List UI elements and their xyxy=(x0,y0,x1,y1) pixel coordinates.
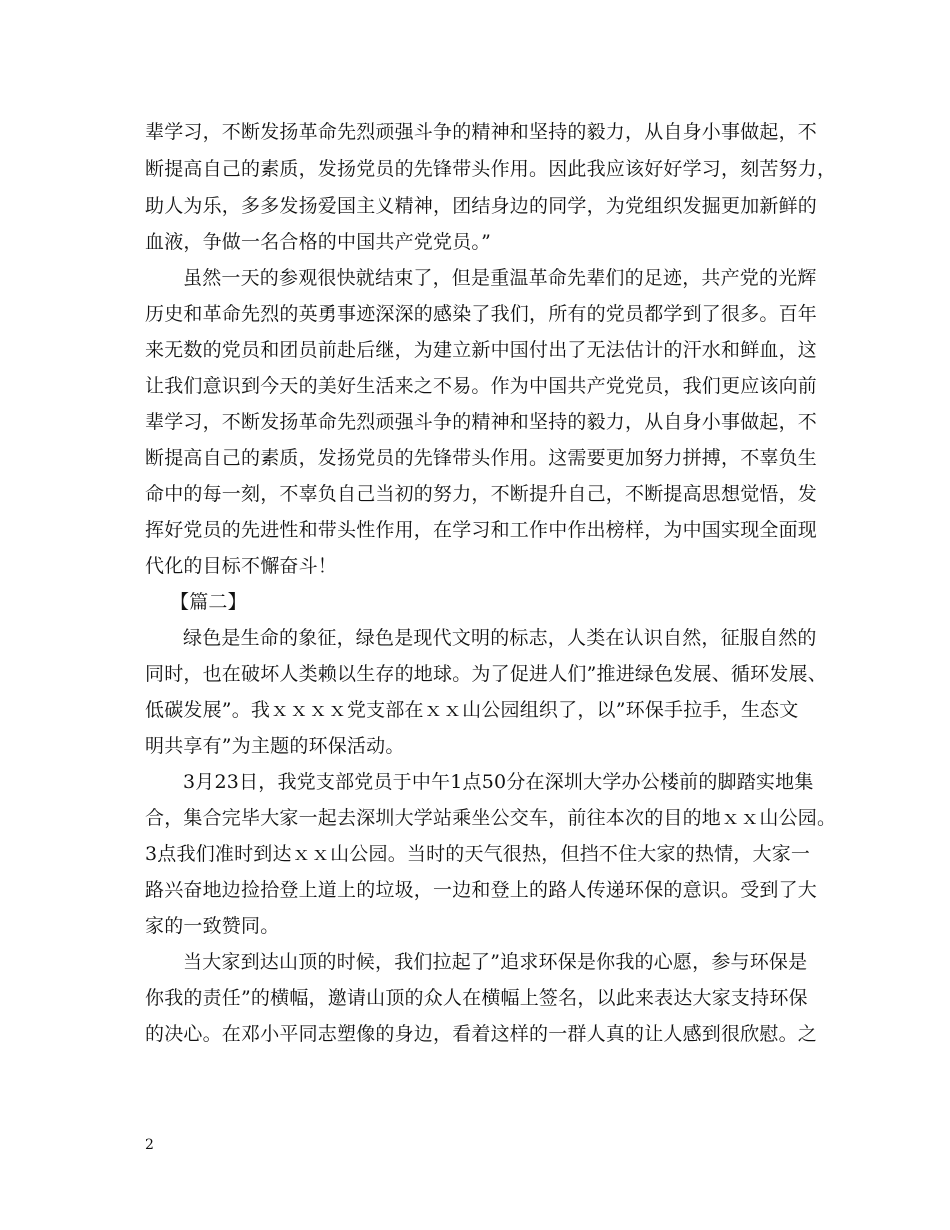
body-text-line: 代化的目标不懈奋斗！ xyxy=(145,555,338,577)
body-text-line: 辈学习，不断发扬革命先烈顽强斗争的精神和坚持的毅力，从自身小事做起，不 xyxy=(145,121,818,143)
body-text-line: 断提高自己的素质，发扬党员的先锋带头作用。这需要更加努力拼搏，不辜负生 xyxy=(145,447,818,469)
body-text-line: 断提高自己的素质，发扬党员的先锋带头作用。因此我应该好好学习，刻苦努力， xyxy=(145,158,837,180)
body-text-line: 家的一致赞同。 xyxy=(145,915,280,937)
body-text-line: 助人为乐，多多发扬爱国主义精神，团结身边的同学，为党组织发掘更加新鲜的 xyxy=(145,195,818,217)
body-text-line: 辈学习，不断发扬革命先烈顽强斗争的精神和坚持的毅力，从自身小事做起，不 xyxy=(145,411,818,433)
paragraph-first-line: 3月23日，我党支部党员于中午1点50分在深圳大学办公楼前的脚踏实地集 xyxy=(183,771,814,793)
body-text-line: 路兴奋地边捡拾登上道上的垃圾，一边和登上的路人传递环保的意识。受到了大 xyxy=(145,879,818,901)
body-text-line: 同时，也在破坏人类赖以生存的地球。为了促进人们”推进绿色发展、循环发展、 xyxy=(145,663,827,685)
body-text-line: 血液，争做一名合格的中国共产党党员。” xyxy=(145,231,492,253)
body-text-line: 明共享有”为主题的环保活动。 xyxy=(145,735,405,757)
body-text-line: 来无数的党员和团员前赴后继，为建立新中国付出了无法估计的汗水和鲜血，这 xyxy=(145,339,818,361)
body-text-line: 让我们意识到今天的美好生活来之不易。作为中国共产党党员，我们更应该向前 xyxy=(145,375,818,397)
body-text-line: 挥好党员的先进性和带头性作用，在学习和工作中作出榜样，为中国实现全面现 xyxy=(145,519,818,541)
body-text-line: 的决心。在邓小平同志塑像的身边，看着这样的一群人真的让人感到很欣慰。之 xyxy=(145,1023,818,1045)
paragraph-first-line: 当大家到达山顶的时候，我们拉起了”追求环保是你我的心愿，参与环保是 xyxy=(183,951,808,973)
body-text-line: 命中的每一刻，不辜负自己当初的努力，不断提升自己，不断提高思想觉悟，发 xyxy=(145,483,818,505)
page-number: 2 xyxy=(145,1137,154,1153)
body-text-line: 你我的责任”的横幅，邀请山顶的众人在横幅上签名，以此来表达大家支持环保 xyxy=(145,987,808,1009)
paragraph-first-line: 虽然一天的参观很快就结束了，但是重温革命先辈们的足迹，共产党的光辉 xyxy=(183,267,817,289)
body-text-line: 历史和革命先烈的英勇事迹深深的感染了我们，所有的党员都学到了很多。百年 xyxy=(145,303,818,325)
paragraph-first-line: 绿色是生命的象征，绿色是现代文明的标志，人类在认识自然，征服自然的 xyxy=(183,627,817,649)
section-heading: 【篇二】 xyxy=(170,591,247,613)
body-text-line: 3点我们准时到达ｘｘ山公园。当时的天气很热，但挡不住大家的热情，大家一 xyxy=(145,843,811,865)
body-text-line: 合，集合完毕大家一起去深圳大学站乘坐公交车，前往本次的目的地ｘｘ山公园。 xyxy=(145,807,837,829)
body-text-line: 低碳发展”。我ｘｘｘｘ党支部在ｘｘ山公园组织了，以”环保手拉手，生态文 xyxy=(145,699,799,721)
